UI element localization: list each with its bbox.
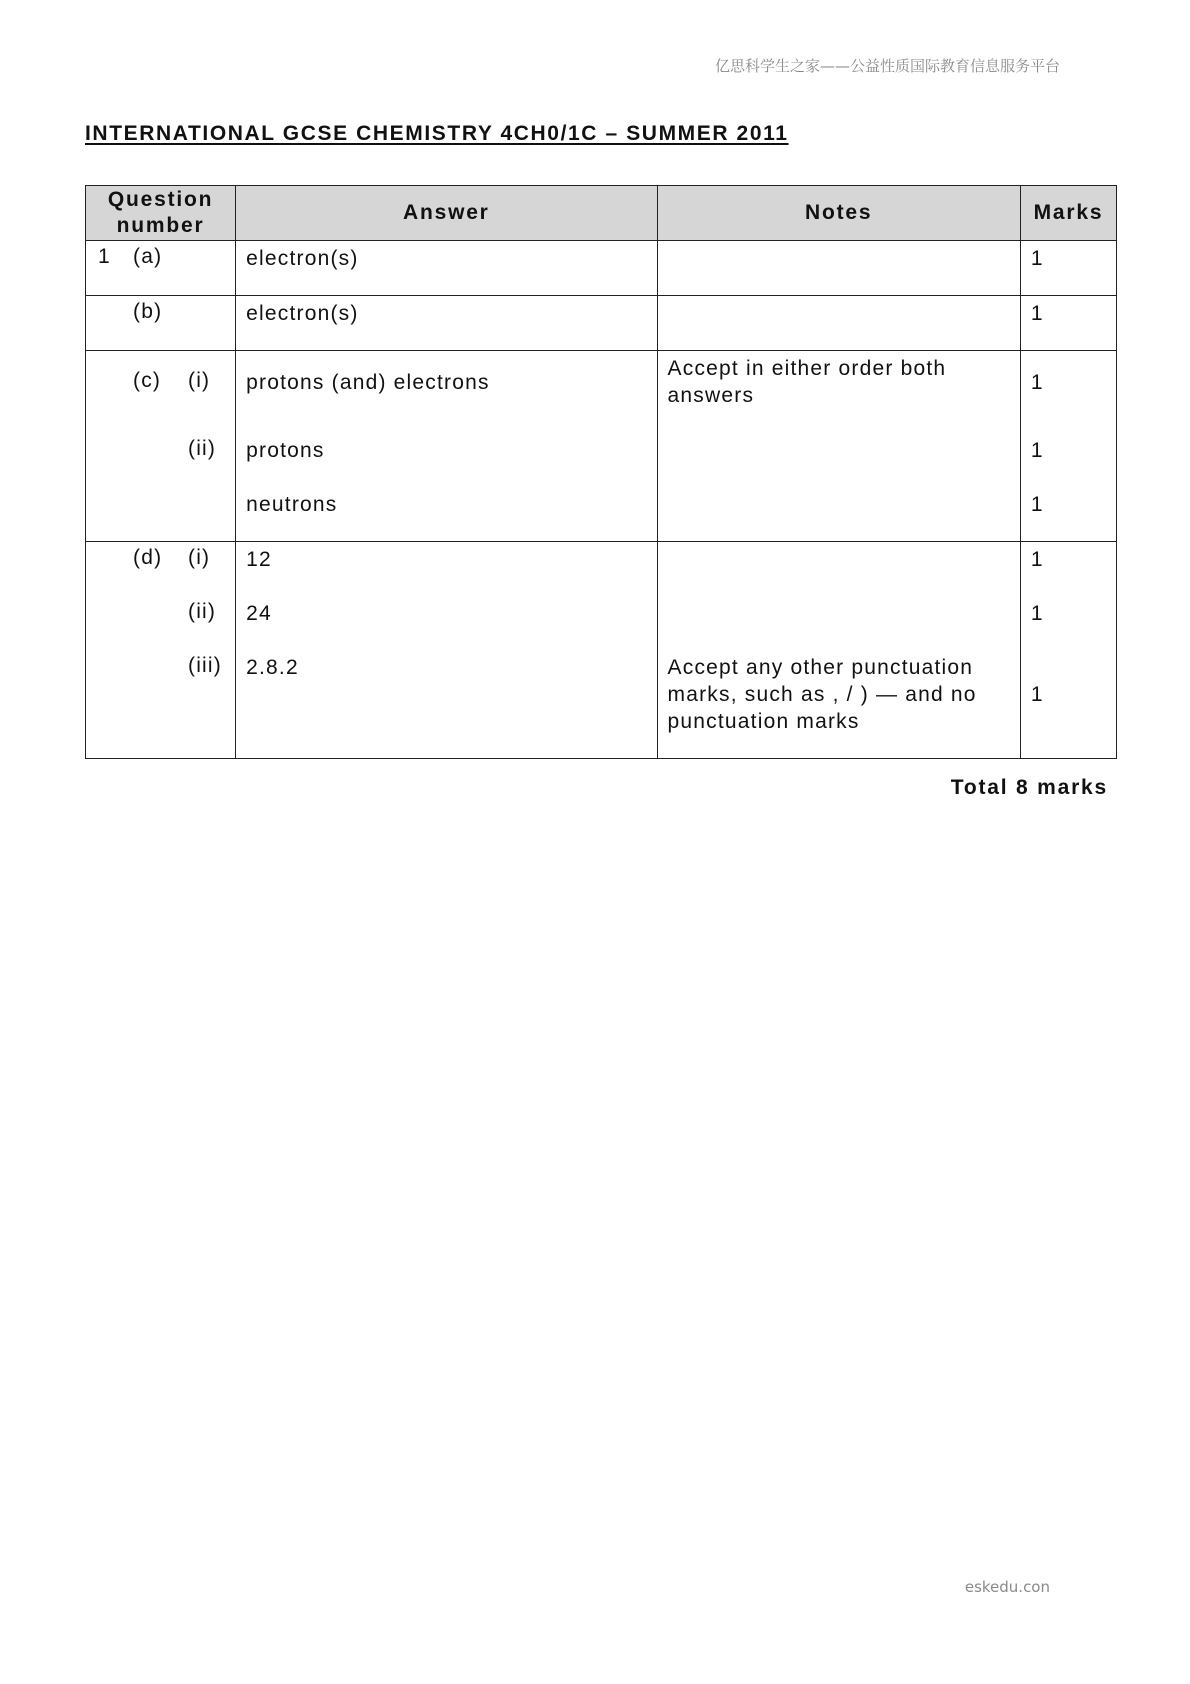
question-cell <box>86 296 236 351</box>
notes-cell <box>657 542 1020 759</box>
marks-text: 1 <box>1030 548 1044 571</box>
watermark-header: 亿思科学生之家——公益性质国际教育信息服务平台 <box>714 57 1060 75</box>
question-subpart: (i) <box>188 546 211 569</box>
marks-text: 1 <box>1030 371 1044 394</box>
notes-cell <box>657 241 1020 296</box>
marks-text: 1 <box>1030 602 1044 625</box>
question-cell <box>86 542 236 759</box>
watermark-footer: eskedu.con <box>964 1578 1050 1596</box>
answer-cell <box>236 296 657 351</box>
total-marks: Total 8 marks <box>950 776 1108 799</box>
question-part: (b) <box>133 300 163 323</box>
marks-text: 1 <box>1030 439 1044 462</box>
answer-cell <box>236 542 657 759</box>
answer-cell <box>236 351 657 542</box>
answer-text: protons (and) electrons <box>246 371 490 394</box>
marks-cell <box>1020 296 1116 351</box>
marks-text: 1 <box>1030 683 1044 706</box>
marks-text: 1 <box>1030 302 1044 325</box>
answer-text: 24 <box>246 602 272 625</box>
marks-cell <box>1020 241 1116 296</box>
question-subpart: (ii) <box>188 437 217 460</box>
table-row-1b <box>86 296 1117 351</box>
answer-text: protons <box>246 439 325 462</box>
answer-cell <box>236 241 657 296</box>
notes-cell <box>657 296 1020 351</box>
question-part: (c) <box>133 369 162 392</box>
table-row-1d <box>86 542 1117 759</box>
question-part: (a) <box>133 245 163 268</box>
table-header-row <box>86 186 1117 241</box>
question-subpart: (i) <box>188 369 211 392</box>
header-answer: Answer <box>236 186 657 241</box>
header-marks: Marks <box>1020 186 1116 241</box>
answer-text: neutrons <box>246 493 338 516</box>
question-number: 1 <box>98 245 111 268</box>
marks-cell <box>1020 542 1116 759</box>
answer-text: electron(s) <box>246 247 359 270</box>
notes-cell <box>657 351 1020 542</box>
notes-text: Accept in either order both answers <box>667 357 947 407</box>
question-subpart: (iii) <box>188 654 222 677</box>
answer-text: 2.8.2 <box>246 656 299 679</box>
marks-text: 1 <box>1030 247 1044 270</box>
table-row-1c <box>86 351 1117 542</box>
header-notes: Notes <box>657 186 1020 241</box>
header-question-number: Question number <box>86 186 236 241</box>
mark-scheme-table <box>85 185 1117 759</box>
question-cell <box>86 351 236 542</box>
question-cell <box>86 241 236 296</box>
page-title: INTERNATIONAL GCSE CHEMISTRY 4CH0/1C – SUMMER 2011 <box>85 122 789 145</box>
question-part: (d) <box>133 546 163 569</box>
question-subpart: (ii) <box>188 600 217 623</box>
answer-text: electron(s) <box>246 302 359 325</box>
marks-text: 1 <box>1030 493 1044 516</box>
notes-text: Accept any other punctuation marks, such as , / ) — and no punctuation marks <box>667 656 977 733</box>
marks-cell <box>1020 351 1116 542</box>
table-row-1a <box>86 241 1117 296</box>
answer-text: 12 <box>246 548 272 571</box>
